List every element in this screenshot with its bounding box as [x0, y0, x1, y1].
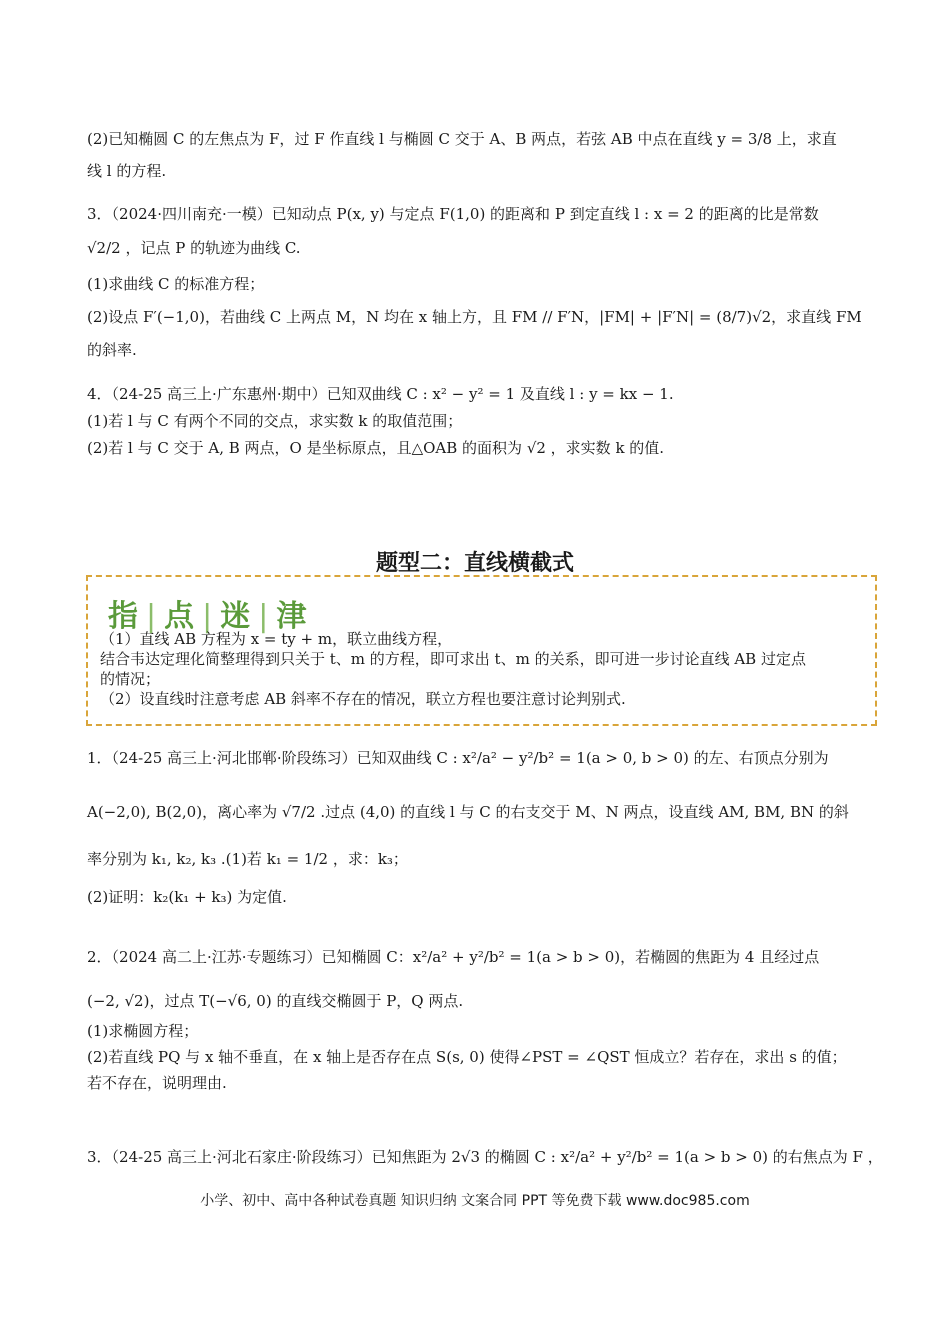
- tip-separator: |: [202, 599, 215, 634]
- tip-line-1: （1）直线 AB 方程为 x = ty + m，联立曲线方程，: [100, 630, 453, 648]
- prev-part2-line1: (2)已知椭圆 C 的左焦点为 F，过 F 作直线 l 与椭圆 C 交于 A、B 两点，若弦 AB 中点在直线 y = 3/8 上，求直: [87, 130, 837, 148]
- q4-part1: (1)若 l 与 C 有两个不同的交点，求实数 k 的取值范围；: [87, 412, 463, 430]
- tip-heading-char-4: 津: [276, 599, 309, 634]
- example1-line1: 1．（24-25 高三上·河北邯郸·阶段练习）已知双曲线 C : x²/a² − y²/b² = 1(a > 0, b > 0) 的左、右顶点分别为: [87, 749, 829, 767]
- example2-line1: 2．（2024 高二上·江苏·专题练习）已知椭圆 C：x²/a² + y²/b² = 1(a > b > 0)，若椭圆的焦距为 4 且经过点: [87, 948, 820, 966]
- tip-separator: |: [146, 599, 159, 634]
- q4-part2: (2)若 l 与 C 交于 A, B 两点，O 是坐标原点，且△OAB 的面积为 √2 ，求实数 k 的值.: [87, 439, 665, 457]
- tip-separator: |: [258, 599, 271, 634]
- tip-line-4: （2）设直线时注意考虑 AB 斜率不存在的情况，联立方程也要注意讨论判别式.: [100, 690, 626, 708]
- q3-part1: (1)求曲线 C 的标准方程；: [87, 275, 265, 293]
- prev-part2-line2: 线 l 的方程.: [87, 162, 167, 180]
- example1-line3: 率分别为 k₁, k₂, k₃ .(1)若 k₁ = 1/2 ，求：k₃；: [87, 850, 408, 868]
- tip-line-2: 结合韦达定理化简整理得到只关于 t、m 的方程，即可求出 t、m 的关系，即可进一步讨论直线 AB 过定点: [100, 650, 806, 668]
- footer: 小学、初中、高中各种试卷真题 知识归纳 文案合同 PPT 等免费下载 www.doc985.com: [200, 1193, 750, 1209]
- q3-part2-line1: (2)设点 F′(−1,0)，若曲线 C 上两点 M，N 均在 x 轴上方，且 FM // F′N，|FM| + |F′N| = (8/7)√2，求直线 FM: [87, 308, 862, 326]
- q3-part2-line2: 的斜率.: [87, 341, 137, 359]
- example3-line1: 3．（24-25 高三上·河北石家庄·阶段练习）已知焦距为 2√3 的椭圆 C : x²/a² + y²/b² = 1(a > b > 0) 的右焦点为 F ，: [87, 1148, 883, 1166]
- example2-line4: (2)若直线 PQ 与 x 轴不垂直，在 x 轴上是否存在点 S(s, 0) 使得∠PST = ∠QST 恒成立？若存在，求出 s 的值；: [87, 1048, 847, 1066]
- q4-stem: 4．（24-25 高三上·广东惠州·期中）已知双曲线 C : x² − y² = 1 及直线 l : y = kx − 1.: [87, 385, 674, 403]
- tip-body: [100, 629, 860, 709]
- tip-heading-char-1: 指: [108, 599, 140, 634]
- tip-line-3: 的情况；: [100, 670, 161, 688]
- tip-heading-char-3: 迷: [220, 599, 253, 634]
- example2-line5: 若不存在，说明理由.: [87, 1074, 227, 1092]
- q3-stem-line2: √2/2 ，记点 P 的轨迹为曲线 C.: [87, 239, 301, 257]
- example2-line2: (−2, √2)，过点 T(−√6, 0) 的直线交椭圆于 P，Q 两点.: [87, 992, 464, 1010]
- example1-line2: A(−2,0), B(2,0)，离心率为 √7/2 .过点 (4,0) 的直线 l 与 C 的右支交于 M、N 两点，设直线 AM, BM, BN 的斜: [87, 803, 849, 821]
- section-title: 题型二：直线横截式: [375, 551, 574, 576]
- example2-line3: (1)求椭圆方程；: [87, 1022, 199, 1040]
- tip-heading-char-2: 点: [164, 599, 197, 634]
- example1-line4: (2)证明：k₂(k₁ + k₃) 为定值.: [87, 888, 287, 906]
- tip-box: [86, 575, 877, 726]
- q3-stem-line1: 3．（2024·四川南充·一模）已知动点 P(x, y) 与定点 F(1,0) 的距离和 P 到定直线 l : x = 2 的距离的比是常数: [87, 205, 819, 223]
